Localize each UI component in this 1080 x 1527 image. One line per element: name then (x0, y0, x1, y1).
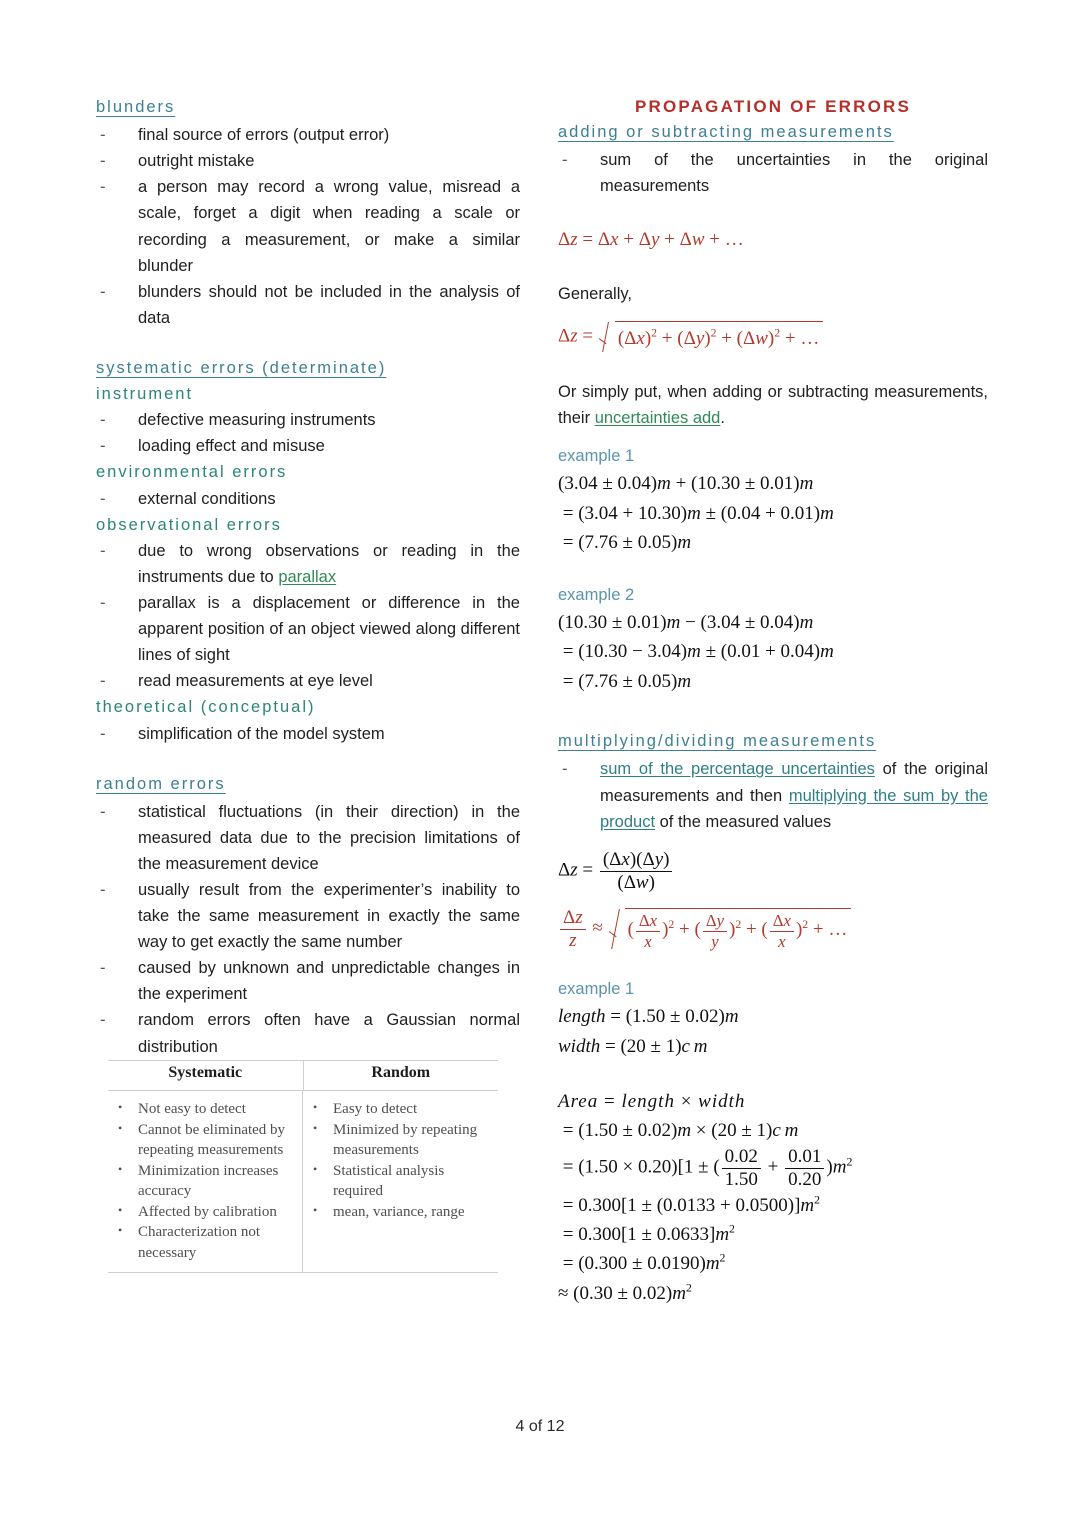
example-3-line-3: = $0.300[1 \pm (0.0133 + 0.0500)]m^2$ (558, 1193, 821, 1216)
spacer (558, 558, 988, 584)
list-item: - outright mistake (96, 148, 520, 174)
example-3-length: length = (1.50 ± 0.02)m (558, 1006, 739, 1028)
page-title: PROPAGATION OF ERRORS (634, 97, 912, 116)
note-suffix: . (720, 409, 725, 428)
multiplying-sum-link[interactable]: multiplying the sum by the product (600, 786, 988, 831)
example-1-line-2: = (3.04 + 10.30)m ± (0.04 + 0.01)m (558, 502, 834, 524)
table-row: • Affected by calibration (108, 1202, 296, 1223)
table-cell-random (303, 1091, 498, 1273)
systematic-vs-random-table (108, 1060, 498, 1273)
example-3-line-1: = (1.50 ± 0.02)m × (20 ± 1)c m (558, 1120, 799, 1142)
list-item (96, 538, 520, 590)
generally-label: Generally, (558, 284, 632, 303)
note-prefix: Or simply put, when adding or subtracting measurements, their (558, 383, 988, 428)
list-item: - sum of the uncertainties in the original measurements (558, 147, 988, 199)
equation-delta-z-quotient: Δz = $\frac{(\Delta x)(\Delta y)}{(\Delta w)}$ (558, 849, 988, 894)
example-3-line-6: ≈ $(0.30 \pm 0.02)m^2$ (558, 1281, 692, 1304)
example-1-label-adding: example 1 (558, 447, 635, 466)
list-item: - a person may record a wrong value, misread a scale, forget a digit when reading a scale or recording a measurement, or make a similar blunder (96, 174, 520, 278)
left-column (96, 96, 520, 1060)
bullet-text-4: of the measured values (655, 812, 832, 831)
spacer (558, 696, 988, 730)
list-item: - simplification of the model system (96, 721, 520, 747)
example-2-line-1: (10.30 ± 0.01)m − (3.04 ± 0.04)m (558, 611, 814, 633)
list-item: - final source of errors (output error) (96, 122, 520, 148)
spacer (96, 747, 520, 773)
heading-systematic-errors: systematic errors (determinate) (96, 358, 387, 377)
spacer (558, 199, 988, 225)
adding-list (558, 147, 988, 199)
list-item: - external conditions (96, 486, 520, 512)
table-row: • Minimization increases accuracy (108, 1161, 296, 1202)
heading-adding-subtracting: adding or subtracting measurements (558, 122, 894, 141)
equation-sum-uncertainties: Δz = Δx + Δy + Δw + … (558, 229, 744, 251)
example-2-line-3: = (7.76 ± 0.05)m (558, 670, 692, 692)
observational-list (96, 538, 520, 694)
heading-blunders: blunders (96, 98, 176, 116)
example-3-area-definition: Area = length × width (558, 1091, 746, 1112)
example-2-line-2: = (10.30 − 3.04)m ± (0.01 + 0.04)m (558, 641, 834, 663)
spacer (558, 255, 988, 281)
table-row: • mean, variance, range (303, 1202, 492, 1223)
spacer (558, 835, 988, 849)
subheading-instrument: instrument (96, 385, 194, 404)
spacer (558, 893, 988, 907)
right-column (558, 96, 988, 1308)
table-cell-systematic (108, 1091, 303, 1273)
heading-random-errors: random errors (96, 774, 226, 793)
heading-multiplying-dividing: multiplying/dividing measurements (558, 732, 877, 751)
subheading-observational-errors: observational errors (96, 515, 282, 534)
bullet-text-2: of the original measurements and then (600, 760, 988, 805)
table-body (108, 1091, 498, 1273)
blunders-list (96, 122, 520, 331)
spacer (558, 952, 988, 978)
multiplying-list (558, 756, 988, 834)
list-item: - usually result from the experimenter’s inability to take the same measurement in exactly the same way to get exactly the same number (96, 877, 520, 955)
table-row: • Cannot be eliminated by repeating measurements (108, 1120, 296, 1161)
random-bullets (303, 1099, 492, 1222)
list-item: - statistical fluctuations (in their direction) in the measured data due to the precision limitations of the measurement device (96, 799, 520, 877)
list-item: - parallax is a displacement or difference in the apparent position of an object viewed along different lines of sight (96, 590, 520, 668)
list-item: - blunders should not be included in the analysis of data (96, 279, 520, 331)
list-item: - caused by unknown and unpredictable changes in the experiment (96, 955, 520, 1007)
column-header-random: Random (371, 1064, 431, 1081)
uncertainties-add-link[interactable]: uncertainties add (594, 409, 721, 428)
example-3-width: width = (20 ± 1)c m (558, 1035, 708, 1057)
subheading-theoretical-conceptual: theoretical (conceptual) (96, 698, 316, 717)
spacer (558, 353, 988, 379)
example-3-line-2: = (1.50 × 0.20)[1 ± ( $\frac{0.02}{1.50}$ + $\frac{0.01}{0.20}$ )$m^2$ (558, 1145, 853, 1190)
list-item: - random errors often have a Gaussian normal distribution (96, 1007, 520, 1059)
systematic-bullets (108, 1099, 296, 1263)
list-item: - loading effect and misuse (96, 433, 520, 459)
table-row: • Easy to detect (303, 1099, 492, 1120)
percentage-uncertainties-link[interactable]: sum of the percentage uncertainties (600, 760, 875, 779)
example-3-line-5: = $(0.300 \pm 0.0190)m^2$ (558, 1252, 726, 1275)
environmental-list (96, 486, 520, 512)
table-row: • Characterization not necessary (108, 1222, 296, 1263)
theoretical-list (96, 721, 520, 747)
list-item-text: due to wrong observations or reading in the instruments due to parallax (138, 542, 520, 587)
example-1-label-multiplying: example 1 (558, 980, 635, 999)
example-1-line-1: (3.04 ± 0.04)m + (10.30 ± 0.01)m (558, 473, 814, 495)
table-row: • Not easy to detect (108, 1099, 296, 1120)
example-1-line-3: = (7.76 ± 0.05)m (558, 532, 692, 554)
spacer (558, 431, 988, 445)
equation-relative-uncertainty: $\frac{\Delta z}{z}$ ≈ ( $\frac{\Delta x}{x}$ )$^2$ + ( $\frac{\Delta y}{y}$ )$^2$ + ( $\frac{\Delta x}{x}$ )$^2$ + … (558, 907, 988, 952)
spacer (558, 307, 988, 321)
example-3-line-4: = $0.300[1 \pm 0.0633]m^2$ (558, 1222, 735, 1245)
example-2-label-subtracting: example 2 (558, 585, 635, 604)
equation-rss-uncertainties: $\Delta z = (\Delta x)^2 + (\Delta y)^2 + (\Delta w)^2$ + … (558, 321, 988, 353)
list-item (558, 756, 988, 834)
random-errors-list (96, 799, 520, 1060)
table-row: • Statistical analysis required (303, 1161, 492, 1202)
spacer (96, 331, 520, 357)
instrument-list (96, 407, 520, 459)
column-header-systematic: Systematic (108, 1060, 304, 1090)
table-header-row (108, 1060, 498, 1091)
list-item: - read measurements at eye level (96, 668, 520, 694)
uncertainties-add-note (558, 379, 988, 431)
table-row: • Minimized by repeating measurements (303, 1120, 492, 1161)
parallax-link[interactable]: parallax (278, 568, 337, 587)
spacer (558, 1061, 988, 1087)
page-number: 4 of 12 (515, 1418, 565, 1435)
subheading-environmental-errors: environmental errors (96, 463, 288, 482)
list-item: - defective measuring instruments (96, 407, 520, 433)
